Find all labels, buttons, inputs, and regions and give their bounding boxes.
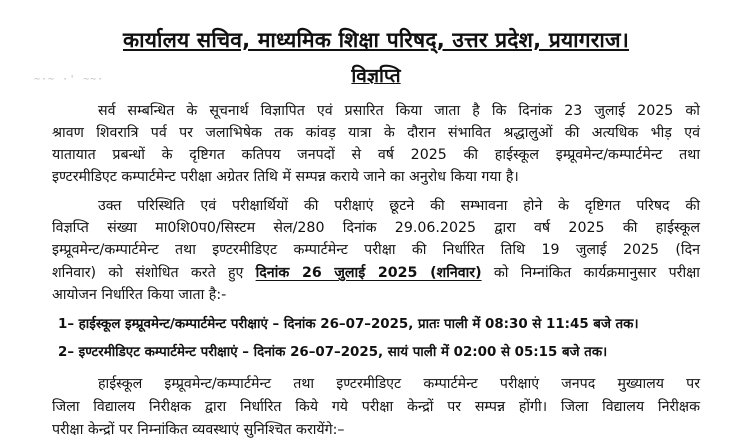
schedule-item-intermediate: 2– इण्टरमीडिएट कम्पार्टमेन्ट परीक्षाएं – दिनांक 26–07–2025, सायं पाली में 02:00 से 05:15 बजे तक।: [58, 345, 608, 360]
paragraph2-line3: इम्प्रूवमेन्ट/कम्पार्टमेन्ट तथा इण्टरमीडिएट कम्पार्टमेन्ट परीक्षा की निर्धारित तिथि 19 जुलाई 2025 (दिन: [52, 242, 700, 258]
paragraph1-line4: इण्टरमीडिएट कम्पार्टमेन्ट परीक्षा अग्रेतर तिथि में सम्पन्न कराये जाने का अनुरोध किया गया है।: [52, 169, 519, 185]
line4-text-before: शनिवार) को संशोधित करते हुए: [52, 265, 256, 281]
faint-handwriting-mark: ~·~ ·' ~~·: [34, 74, 105, 85]
office-title: कार्यालय सचिव, माध्यमिक शिक्षा परिषद्, उत्तर प्रदेश, प्रयागराज।: [123, 28, 629, 52]
paragraph3-line3: परीक्षा केन्द्रों पर निम्नांकित व्यवस्थाएं सुनिश्चित करायेंगे:–: [52, 422, 345, 438]
paragraph2-line2: विज्ञप्ति संख्या मा0शि0प0/सिस्टम सेल/280 दिनांक 29.06.2025 द्वारा वर्ष 2025 की हाईस्कूल: [52, 220, 700, 236]
schedule-item-highschool: 1– हाईस्कूल इम्प्रूवमेन्ट/कम्पार्टमेन्ट परीक्षाएं – दिनांक 26–07–2025, प्रातः पाली में 08:30 से 11:45 बजे तक।: [58, 317, 639, 332]
paragraph2-line5: आयोजन निर्धारित किया जाता है:-: [52, 287, 227, 303]
paragraph2-line1: उक्त परिस्थिति एवं परीक्षार्थियों की परीक्षाएं छूटने की सम्भावना होने के दृष्टिगत परिषद की: [98, 198, 700, 214]
paragraph1-line3: यातायात प्रबन्धों के दृष्टिगत कतिपय जनपदों से वर्ष 2025 की हाईस्कूल इम्प्रूवमेन्ट/कम्पार्टमेन्ट तथा: [52, 147, 700, 163]
notice-heading: विज्ञप्ति: [351, 65, 401, 87]
paragraph1-line1: सर्व सम्बन्धित के सूचनार्थ विज्ञापित एवं प्रसारित किया जाता है कि दिनांक 23 जुलाई 2025 को: [98, 103, 700, 119]
line4-text-after: को निम्नांकित कार्यक्रमानुसार परीक्षा: [481, 265, 700, 281]
paragraph3-line2: जिला विद्यालय निरीक्षक द्वारा निर्धारित किये गये परीक्षा केन्द्रों पर सम्पन्न होंगी। जिला विद्यालय निरीक्षक: [52, 399, 700, 415]
revised-date-highlight: दिनांक 26 जुलाई 2025 (शनिवार): [255, 265, 482, 281]
paragraph1-line2: श्रावण शिवरात्रि पर्व पर जलाभिषेक तक कांवड़ यात्रा के दौरान संभावित श्रद्धालुओं की अत्यधिक भीड़ एवं: [52, 125, 700, 141]
paragraph3-line1: हाईस्कूल इम्प्रूवमेन्ट/कम्पार्टमेन्ट तथा इण्टरमीडिएट कम्पार्टमेन्ट परीक्षाएं जनपद मुख्यालय पर: [98, 376, 700, 392]
paragraph2-line4: [52, 264, 700, 282]
